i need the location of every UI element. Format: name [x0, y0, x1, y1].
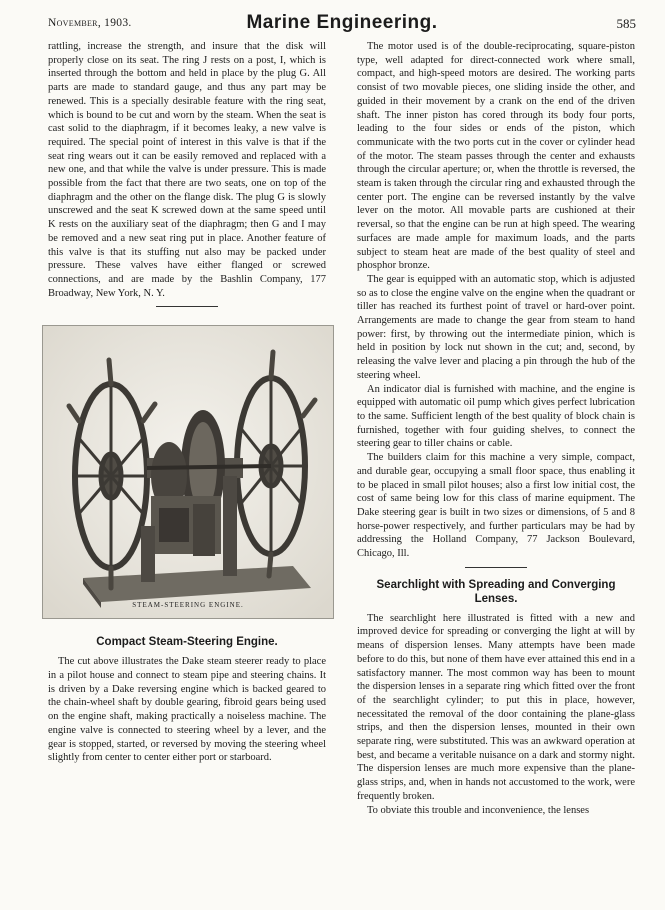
article-paragraph: The gear is equipped with an automatic stop, which is adjusted so as to close the engine valve on the engine when the quadrant or tiller has reached its furthest point of travel or hard-over point. Arrangements are made to change the gear from steam to hand power: first, by throwing out the intermediate pinion, which is held in position by lock nut shown in the cut; and, second, by releasing the valve lever and placing a pin through the hub of the steering wheel.	[357, 273, 635, 381]
article-paragraph: To obviate this trouble and inconvenience, the lenses	[367, 804, 590, 816]
journal-title: Marine Engineering.	[246, 12, 438, 33]
left-column	[48, 40, 326, 765]
section-heading-steering-engine: Compact Steam-Steering Engine.	[96, 636, 278, 649]
article-paragraph: The motor used is of the double-reciprocating, square-piston type, well adapted for direct-connected work where small, compact, and high-speed motors are desired. The working parts consist of two movable pieces, one sliding inside the other, and guided in their movement by a crank on the end of the driven shaft. The inner piston has cored through its body four ports, leading to the four sides or ends of the piston, which communicate with the two ports cut in the cover or cylinder head of the motor. The steam passes through the center and exhausts through the circular aperture; or, when the throttle is reversed, the steam is taken through the circular ring and exhausted through the center port. The engine can be reversed instantly by the valve lever on the motor. All movable parts are cushioned at their reversal, so that the engine can be run at high speed. The wearing surfaces are made ample for maximum loads, and the parts subject to steam heat are made of the best quality of steel and phosphor bronze.	[357, 41, 635, 272]
steam-steering-engine-photo	[42, 325, 334, 619]
article-paragraph: rattling, increase the strength, and insure that the disk will properly close on its seat. The ring J rests on a post, I, which is inserted through the bottom and held in place by the plug G. All parts are made to standard gauge, and thus any part may be renewed. This is a specially desirable feature with the ring seat, which is bound to be cut and worn by the steam. When the seat is cast solid to the diaphragm, if it becomes leaky, a new valve is required. The special point of interest in this valve is that if the seat ring wears out it can be easily removed and replaced with a new one, and that while the valve is under pressure. This is made possible from the fact that there are two seats, one on top of the diaphragm and the other on the flange disk. The plug G is slowly unscrewed and the seat K screwed down at the same speed until K rests on the auxiliary seat of the diaphragm; then G and I may be removed and a new seat ring put in place. Another feature of this valve is that its stuffing nut also may be packed under pressure. These valves have either flanged or screwed connections, and are made by the Bashlin Company, 177 Broadway, New York, N. Y.	[48, 41, 326, 299]
article-paragraph: The builders claim for this machine a very simple, compact, and durable gear, occupying a small floor space, thus enabling it to be placed in small pilot houses; also a first low initial cost, the cost of same being low for this class of marine equipment. The Dake steering gear is built in two sizes or dimensions, of 5 and 8 horse-power respectively, and further particulars may be had by addressing the Holland Company, 77 Jackson Boulevard, Chicago, Ill.	[357, 452, 635, 560]
section-heading-searchlight: Searchlight with Spreading and Converging Lenses.	[376, 578, 616, 605]
article-paragraph: The cut above illustrates the Dake steam steerer ready to place in a pilot house and connect to steam pipe and steering chains. It is driven by a Dake reversing engine which is backed geared to the chain-wheel shaft by double gearing, fibroid gears being used on the engine shaft, making practically a noiseless machine. The engine valve is connected to steering wheel by a lever, and the gear is stopped, started, or reversed by moving the steering wheel slightly from center to center either port or starboard.	[48, 656, 326, 764]
article-paragraph: The searchlight here illustrated is fitted with a new and improved device for spreading or converging the light at will by means of dispersion lenses. Many attempts have been made before to do this, but none of them have ever attained this end in a satisfactory manner. The most common way has been to mount the dispersion lenses in a separate ring which fitted over the front of the searchlight cylinder; to put this in place, however, necessitated the removal of the door containing the plane-glass strips, and then the dispersion lenses, mounted in their own separate ring, were substituted. This was an awkward operation at best, and became a veritable nuisance on a dark and stormy night. The dispersion lenses are much more expensive than the plane-glass strips, and, when in hands not accustomed to the work, were frequently broken.	[357, 612, 635, 802]
section-divider	[156, 306, 218, 307]
article-paragraph: An indicator dial is furnished with machine, and the engine is equipped with automatic oil pump which gives perfect lubrication to the same. Sufficient length of the best quality of block chain is furnished, together with four guiding shelves, to connect the steering gear to tiller chains or cable.	[357, 383, 635, 450]
page-number: 585	[616, 16, 636, 31]
issue-date: November, 1903.	[48, 17, 132, 29]
steering-engine-illustration	[43, 326, 333, 618]
figure-caption: STEAM-STEERING ENGINE.	[132, 600, 244, 609]
section-divider	[465, 567, 527, 568]
left-steering-wheel	[75, 384, 147, 568]
right-column	[357, 40, 635, 817]
page-header	[48, 12, 636, 38]
